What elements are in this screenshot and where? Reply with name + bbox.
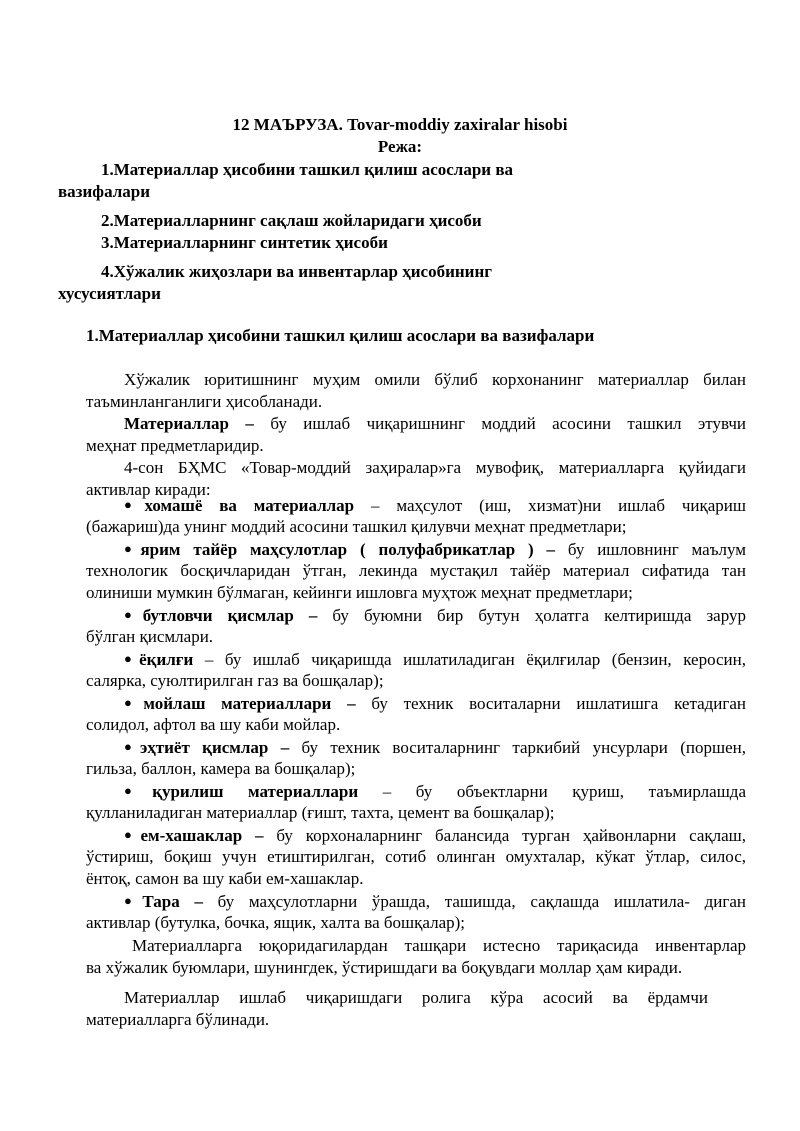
plan-label: Режа:: [377, 137, 423, 156]
asset-description: бу корхоналарнинг балансида турган ҳайвонларни сақлаш,: [263, 826, 746, 845]
bullet-icon: ●: [124, 827, 141, 842]
asset-list-item-continuation: солидол, афтол ва шу каби мойлар.: [86, 715, 341, 734]
asset-list-item-continuation: (бажариш)да унинг моддий асосини ташкил қилувчи меҳнат предметлари;: [86, 517, 627, 536]
bullet-icon: ●: [124, 783, 153, 798]
plan-item-4-line1: 4.Хўжалик жиҳозлари ва инвентарлар ҳисобининг: [101, 262, 492, 281]
asset-term: Тара –: [142, 892, 203, 911]
bullet-icon: ●: [124, 651, 140, 666]
asset-list-item-continuation: олиниши мумкин бўлмаган, кейинги ишловга муҳтож меҳнат предметлари;: [86, 583, 633, 602]
lecture-title: 12 МАЪРУЗА. Tovar-moddiy zaxiralar hisobi: [232, 115, 568, 134]
paragraph-2-text: бу ишлаб чиқаришнинг моддий асосини ташкил этувчи: [253, 414, 746, 433]
asset-list-item-continuation: гильза, баллон, камера ва бошқалар);: [86, 759, 356, 778]
paragraph-5-line2: материалларга бўлинади.: [86, 1010, 270, 1029]
asset-description: – бу ишлаб чиқаришда ишлатиладиган ёқилғилар (бензин, керосин,: [193, 650, 746, 669]
asset-list-item-continuation: ўстириш, боқиш учун етиштирилган, сотиб олинган омухталар, кўкат ўтлар, силос,: [86, 847, 746, 866]
plan-item-3: 3.Материалларнинг синтетик ҳисоби: [101, 233, 388, 252]
paragraph-3-line2: активлар киради:: [86, 480, 211, 499]
bullet-icon: ●: [124, 893, 143, 908]
asset-description: бу техник воситаларнинг таркибий унсурлари (поршен,: [289, 738, 746, 757]
bullet-icon: ●: [124, 695, 144, 710]
asset-description: – бу объектларни қуриш, таъмирлашда: [358, 782, 746, 801]
plan-item-1-line2: вазифалари: [58, 182, 151, 201]
asset-list-item: [124, 604, 746, 627]
asset-term: бутловчи қисмлар –: [142, 606, 318, 625]
paragraph-1-line2: таъминланганлиги ҳисобланади.: [86, 392, 323, 411]
asset-list-item: [124, 780, 746, 803]
asset-term: ем-хашаклар –: [140, 826, 264, 845]
paragraph-2-line2: меҳнат предметларидир.: [86, 436, 264, 455]
bullet-icon: ●: [124, 541, 141, 556]
asset-list-item: [124, 890, 746, 913]
plan-item-1-line1: 1.Материаллар ҳисобини ташкил қилиш асослари ва: [101, 160, 514, 179]
paragraph-2-line1: [124, 413, 746, 435]
asset-term: қурилиш материаллари: [152, 782, 359, 801]
asset-list-item-continuation: қулланиладиган материаллар (ғишт, тахта, цемент ва бошқалар);: [86, 803, 555, 822]
asset-description: бу ишловнинг маълум: [555, 540, 746, 559]
section-heading: 1.Материаллар ҳисобини ташкил қилиш асослари ва вазифалари: [86, 326, 595, 345]
asset-term: ярим тайёр маҳсулотлар ( полуфабрикатлар ) –: [140, 540, 556, 559]
paragraph-4-line2: ва хўжалик буюмлари, шунингдек, ўстиришдаги ва боқувдаги моллар ҳам киради.: [86, 958, 683, 977]
asset-term: эҳтиёт қисмлар –: [139, 738, 290, 757]
plan-item-2: 2.Материалларнинг сақлаш жойларидаги ҳисоби: [101, 211, 482, 230]
plan-item-4-line2: хусусиятлари: [58, 284, 161, 303]
bullet-icon: ●: [124, 739, 140, 754]
asset-list-item: [124, 538, 746, 561]
asset-list-item-continuation: ёнтоқ, самон ва шу каби ем-хашаклар.: [86, 869, 364, 888]
asset-list-item: [124, 736, 746, 759]
paragraph-1-line1: Хўжалик юритишнинг муҳим омили бўлиб корхонанинг материаллар билан: [124, 370, 746, 389]
asset-description: бу буюмни бир бутун ҳолатга келтиришда зарур: [317, 606, 746, 625]
asset-list-item-continuation: бўлган қисмлари.: [86, 627, 214, 646]
term-materials: Материаллар –: [124, 414, 254, 433]
asset-list-item: [124, 494, 746, 517]
paragraph-3-line1: 4-сон БҲМС «Товар-моддий заҳиралар»га мувофиқ, материалларга қуйидаги: [124, 458, 746, 477]
bullet-icon: ●: [124, 497, 145, 512]
asset-term: мойлаш материаллари –: [143, 694, 356, 713]
asset-list-item-continuation: технологик босқичларидан ўтган, лекинда мустақил тайёр материал сифатида тан: [86, 561, 746, 580]
asset-list-item-continuation: активлар (бутулка, бочка, ящик, халта ва бошқалар);: [86, 913, 466, 932]
asset-list-item: [124, 648, 746, 671]
asset-description: бу маҳсулотларни ўрашда, ташишда, сақлашда ишлатила- диган: [202, 892, 747, 911]
asset-list-item: [124, 824, 746, 847]
asset-description: бу техник воситаларни ишлатишга кетадиган: [355, 694, 746, 713]
asset-term: хомашё ва материаллар: [144, 496, 355, 515]
asset-term: ёқилғи: [139, 650, 194, 669]
asset-description: – маҳсулот (иш, хизмат)ни ишлаб чиқариш: [354, 496, 746, 515]
paragraph-4-line1: Материалларга юқоридагилардан ташқари истесно тариқасида инвентарлар: [132, 936, 746, 955]
paragraph-5-line1: Материаллар ишлаб чиқаришдаги ролига кўра асосий ва ёрдамчи: [124, 988, 708, 1007]
asset-list-item: [124, 692, 746, 715]
asset-list-item-continuation: салярка, суюлтирилган газ ва бошқалар);: [86, 671, 384, 690]
bullet-icon: ●: [124, 607, 143, 622]
